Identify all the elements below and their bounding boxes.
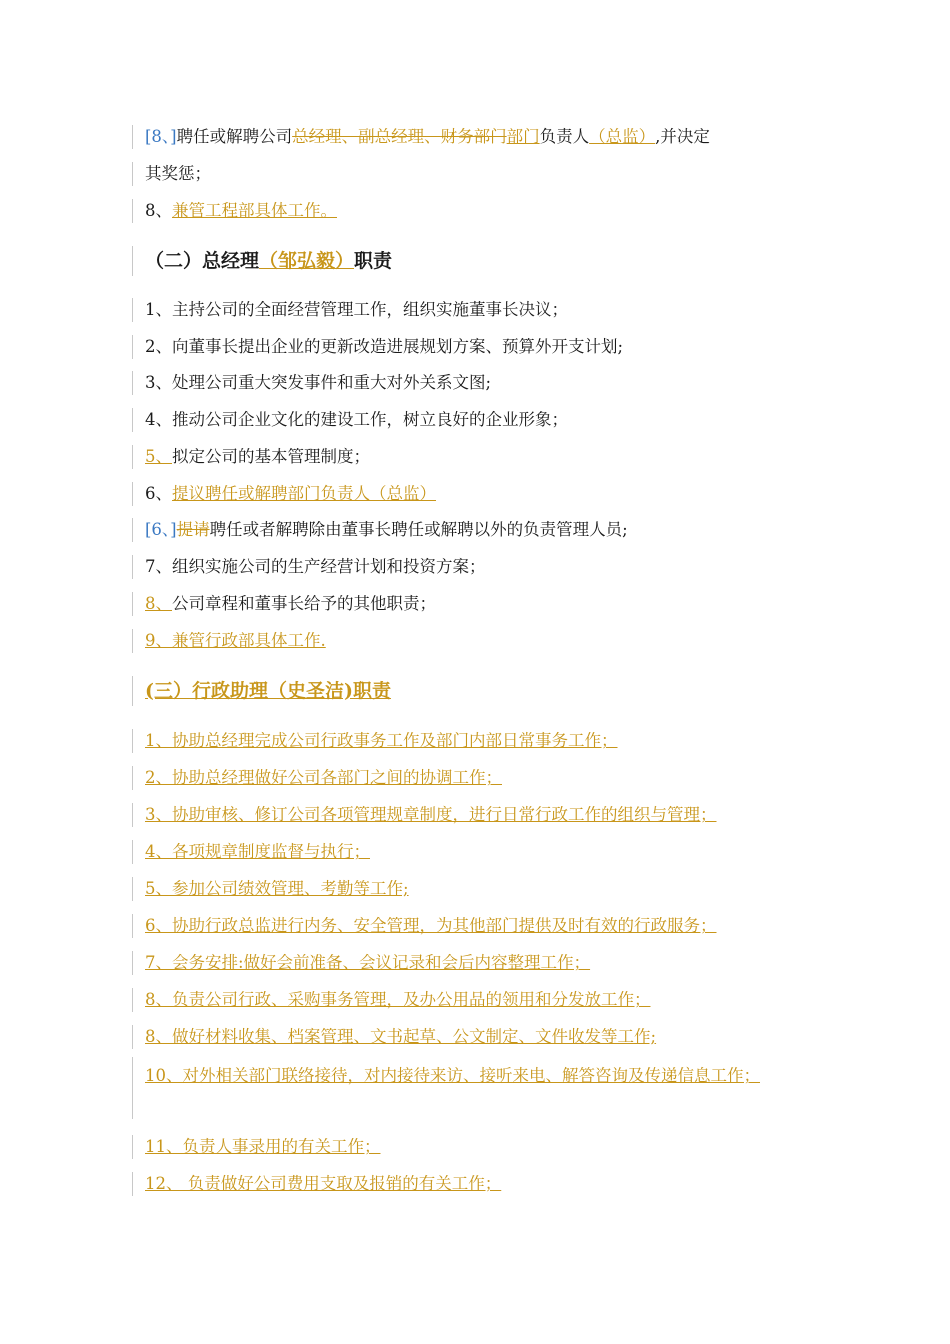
- inserted-text: 部门: [506, 127, 540, 146]
- text-run: 聘任或解聘公司: [176, 127, 293, 146]
- section-2-heading: [132, 246, 835, 276]
- revision-marker: [6、]: [145, 520, 177, 539]
- inserted-text: 8、做好材料收集、档案管理、文书起草、公文制定、文件收发等工作;: [145, 1027, 657, 1046]
- sec2-item-2: [132, 335, 835, 359]
- top-line-1: [132, 125, 835, 149]
- sec3-item: [132, 766, 835, 790]
- sec3-item: [132, 1172, 835, 1196]
- sec3-item: [132, 803, 835, 827]
- deleted-text: 提请: [176, 520, 210, 539]
- inserted-text: 2、协助总经理做好公司各部门之间的协调工作；: [145, 768, 502, 787]
- inserted-text: 9、兼管行政部具体工作.: [145, 631, 326, 650]
- inserted-text: 1、协助总经理完成公司行政事务工作及部门内部日常事务工作；: [145, 731, 618, 750]
- text-run: 负责人: [539, 127, 590, 146]
- item-text: 3、处理公司重大突发事件和重大对外关系文图;: [145, 373, 492, 392]
- inserted-text: 12、 负责做好公司费用支取及报销的有关工作；: [145, 1174, 502, 1193]
- sec3-item: [132, 1057, 835, 1119]
- inserted-text: （邹弘毅）: [259, 250, 355, 272]
- inserted-text: 5、: [145, 447, 172, 466]
- sec2-item-6: [132, 482, 835, 506]
- sec3-item: [132, 729, 835, 753]
- heading-text: （二）总经理: [145, 250, 260, 272]
- sec2-item-7: [132, 555, 835, 579]
- sec3-item: [132, 988, 835, 1012]
- inserted-text: 10、对外相关部门联络接待，对内接待来访、接听来电、解答咨询及传递信息工作；: [145, 1066, 760, 1085]
- inserted-text: 8、: [145, 594, 172, 613]
- text-run: ,并决定: [655, 127, 710, 146]
- inserted-text: 7、会务安排:做好会前准备、会议记录和会后内容整理工作；: [145, 953, 591, 972]
- inserted-text: （总监）: [589, 127, 656, 146]
- sec2-item-3: [132, 371, 835, 395]
- section-3-heading: [132, 676, 835, 706]
- sec2-item-6b: [132, 518, 835, 542]
- item-text: 7、组织实施公司的生产经营计划和投资方案；: [145, 557, 486, 576]
- inserted-text: 兼管工程部具体工作。: [172, 201, 337, 220]
- text-run: 其奖惩；: [145, 164, 211, 183]
- inserted-text: 11、负责人事录用的有关工作；: [145, 1137, 381, 1156]
- heading-text: (三）行政助理（史圣洁)职责: [145, 680, 391, 702]
- inserted-text: 4、各项规章制度监督与执行；: [145, 842, 370, 861]
- item-text: 聘任或者解聘除由董事长聘任或解聘以外的负责管理人员;: [209, 520, 628, 539]
- inserted-text: 5、参加公司绩效管理、考勤等工作;: [145, 879, 409, 898]
- top-line-2: [132, 162, 835, 186]
- item-number: 8、: [145, 201, 172, 220]
- inserted-text: 8、负责公司行政、采购事务管理，及办公用品的领用和分发放工作；: [145, 990, 651, 1009]
- sec3-item: [132, 951, 835, 975]
- sec3-item: [132, 914, 835, 938]
- sec2-item-1: [132, 298, 835, 322]
- item-text: 1、主持公司的全面经营管理工作，组织实施董事长决议；: [145, 300, 568, 319]
- sec3-item: [132, 877, 835, 901]
- deleted-text: 总经理、副总经理、财务部门: [292, 127, 507, 146]
- inserted-text: 6、协助行政总监进行内务、安全管理，为其他部门提供及时有效的行政服务；: [145, 916, 717, 935]
- sec3-item: [132, 1025, 835, 1049]
- inserted-text: 3、协助审核、修订公司各项管理规章制度，进行日常行政工作的组织与管理；: [145, 805, 717, 824]
- revision-marker: [8、]: [145, 127, 177, 146]
- item-text: 2、向董事长提出企业的更新改造进展规划方案、预算外开支计划;: [145, 337, 624, 356]
- item-number: 6、: [145, 484, 172, 503]
- item-text: 公司章程和董事长给予的其他职责；: [172, 594, 436, 613]
- sec2-item-4: [132, 408, 835, 432]
- item-text: 拟定公司的基本管理制度；: [172, 447, 370, 466]
- top-line-3: [132, 199, 835, 223]
- heading-text: 职责: [354, 250, 393, 272]
- item-text: 4、推动公司企业文化的建设工作，树立良好的企业形象；: [145, 410, 568, 429]
- sec3-item: [132, 1135, 835, 1159]
- sec2-item-5: [132, 445, 835, 469]
- sec3-item: [132, 840, 835, 864]
- inserted-text: 提议聘任或解聘部门负责人（总监）: [172, 484, 436, 503]
- sec2-item-8: [132, 592, 835, 616]
- sec2-item-9: [132, 629, 835, 653]
